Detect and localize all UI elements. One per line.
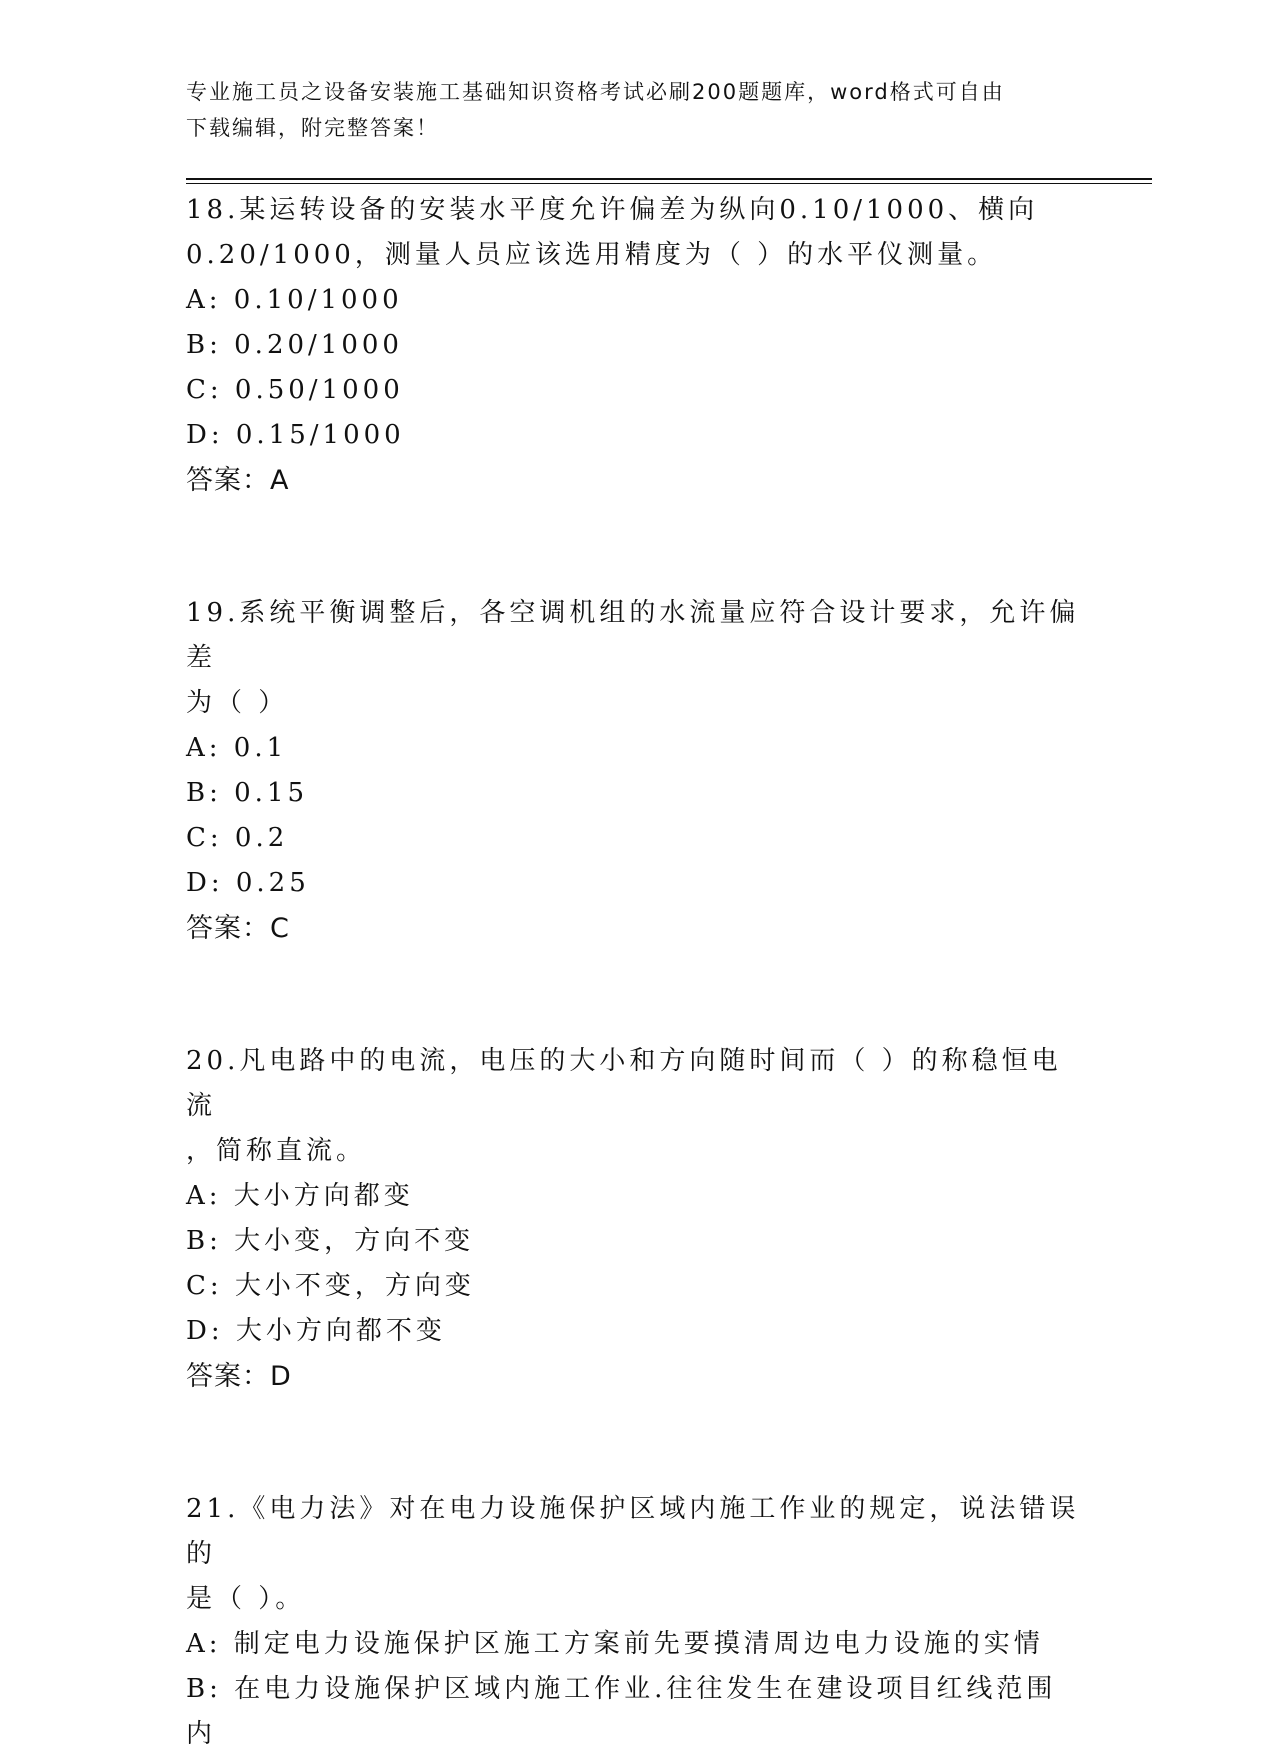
header-divider-thick: [186, 178, 1152, 180]
question-20: [186, 1039, 1086, 1399]
header-line-2: 下载编辑，附完整答案！: [186, 116, 439, 140]
question-stem-line-1: 19.系统平衡调整后，各空调机组的水流量应符合设计要求，允许偏差: [186, 598, 1080, 673]
question-gap: [186, 1399, 1086, 1487]
answer-line: 答案：C: [186, 913, 290, 944]
question-19: [186, 591, 1086, 951]
option-c: C: 0.50/1000: [186, 375, 404, 405]
question-stem-line-2: ，简称直流。: [186, 1136, 367, 1166]
header-divider-thin: [186, 183, 1152, 184]
option-a: A: 制定电力设施保护区施工方案前先要摸清周边电力设施的实情: [186, 1629, 1044, 1659]
header-line-1: 专业施工员之设备安装施工基础知识资格考试必刷200题题库，word格式可自由: [186, 80, 1005, 104]
option-c: C: 0.2: [186, 823, 289, 853]
question-stem-line-2: 为（ ）: [186, 688, 289, 718]
option-b: B: 在电力设施保护区域内施工作业.往往发生在建设项目红线范围内: [186, 1674, 1057, 1749]
answer-line: 答案：D: [186, 1361, 292, 1392]
question-list: [186, 188, 1086, 1757]
question-21: [186, 1487, 1086, 1757]
option-a: A: 0.10/1000: [186, 285, 403, 315]
answer-line: 答案：A: [186, 465, 290, 496]
option-c: C: 大小不变，方向变: [186, 1271, 475, 1301]
question-stem-line-1: 20.凡电路中的电流，电压的大小和方向随时间而（ ）的称稳恒电流: [186, 1046, 1062, 1121]
question-stem-line-1: 21.《电力法》对在电力设施保护区域内施工作业的规定，说法错误的: [186, 1494, 1080, 1569]
option-b: B: 0.20/1000: [186, 330, 403, 360]
document-header: [186, 74, 1066, 146]
question-18: [186, 188, 1086, 503]
option-a: A: 0.1: [186, 733, 288, 763]
question-gap: [186, 951, 1086, 1039]
question-stem-line-1: 18.某运转设备的安装水平度允许偏差为纵向0.10/1000、横向: [186, 195, 1039, 225]
option-d: D: 大小方向都不变: [186, 1316, 446, 1346]
question-gap: [186, 503, 1086, 591]
option-d: D: 0.15/1000: [186, 420, 405, 450]
question-stem-line-2: 0.20/1000，测量人员应该选用精度为（ ）的水平仪测量。: [186, 240, 998, 270]
question-stem-line-2: 是（ ）。: [186, 1584, 306, 1614]
option-a: A: 大小方向都变: [186, 1181, 414, 1211]
option-b: B: 0.15: [186, 778, 309, 808]
option-d: D: 0.25: [186, 868, 310, 898]
option-b: B: 大小变，方向不变: [186, 1226, 475, 1256]
